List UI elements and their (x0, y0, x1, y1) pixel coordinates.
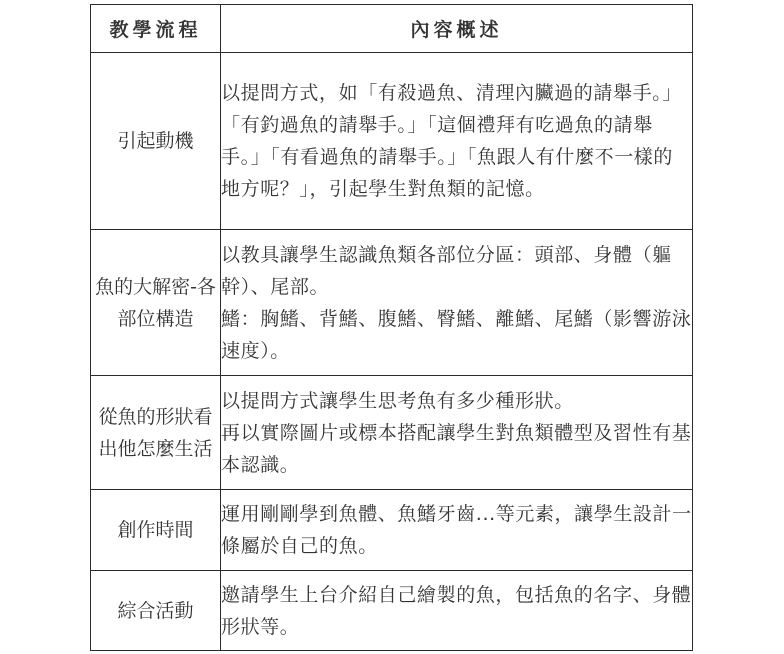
step-cell: 創作時間 (91, 490, 221, 571)
content-paragraph: 再以實際圖片或標本搭配讓學生對魚類體型及習性有基本認識。 (221, 421, 692, 476)
content-paragraph: 以提問方式讓學生思考魚有多少種形狀。 (221, 389, 574, 412)
header-step: 教學流程 (91, 5, 221, 53)
header-content: 內容概述 (221, 5, 693, 53)
header-row (91, 5, 693, 53)
content-paragraph: 運用剛剛學到魚體、魚鰭牙齒...等元素，讓學生設計一條屬於自己的魚。 (221, 503, 692, 557)
table-row (91, 490, 693, 571)
content-cell (221, 571, 693, 651)
content-cell (221, 490, 693, 571)
content-cell (221, 230, 693, 376)
content-paragraph: 鰭：胸鰭、背鰭、腹鰭、臀鰭、離鰭、尾鰭（影響游泳速度）。 (221, 307, 692, 362)
step-cell: 從魚的形狀看出他怎麼生活 (91, 376, 221, 490)
content-paragraph: 以提問方式，如「有殺過魚、清理內臟過的請舉手。」「有釣過魚的請舉手。」「這個禮拜有吃過魚的請舉手。」「有看過魚的請舉手。」「魚跟人有什麼不一樣的地方呢？」，引起學生對魚類的記憶。 (221, 82, 682, 200)
content-cell (221, 53, 693, 230)
content-paragraph: 以教具讓學生認識魚類各部位分區：頭部、身體（軀幹）、尾部。 (221, 243, 672, 298)
step-cell: 引起動機 (91, 53, 221, 230)
content-cell (221, 376, 693, 490)
table-row (91, 376, 693, 490)
table-row (91, 571, 693, 651)
table-row (91, 230, 693, 376)
step-cell: 綜合活動 (91, 571, 221, 651)
lesson-plan-table (90, 4, 693, 651)
table-row (91, 53, 693, 230)
content-paragraph: 邀請學生上台介紹自己繪製的魚，包括魚的名字、身體形狀等。 (221, 583, 692, 638)
step-cell: 魚的大解密-各部位構造 (91, 230, 221, 376)
